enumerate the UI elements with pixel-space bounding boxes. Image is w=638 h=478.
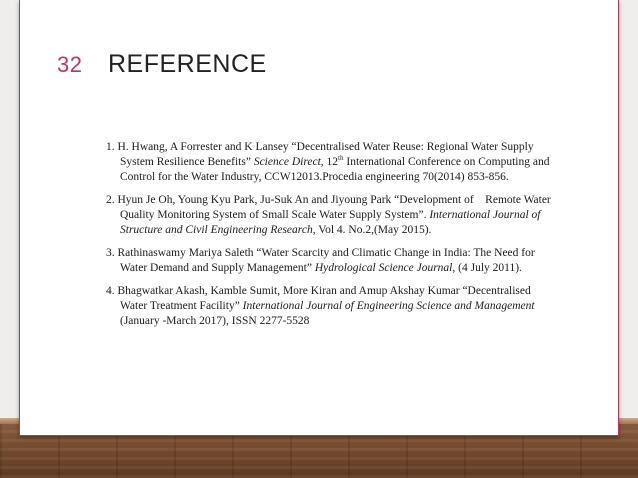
reference-text: , (4 July 2011). bbox=[452, 262, 522, 274]
reference-source: Science Direct bbox=[253, 156, 321, 168]
reference-text: (January -March 2017), ISSN 2277-5528 bbox=[120, 315, 310, 327]
slide-canvas bbox=[19, 0, 619, 436]
reference-item-1 bbox=[106, 140, 556, 185]
reference-text: , 12 bbox=[320, 156, 339, 168]
reference-text: Hyun Je Oh, Young Kyu Park, Ju-Suk An and Jiyoung Park “Development of Remote Water Quality Monitoring System of Small Scale Water Supply System”. bbox=[117, 194, 554, 221]
reference-index: 4. bbox=[106, 285, 115, 297]
reference-text: Bhagwatkar Akash, Kamble Sumit, More Kiran and Amup Akshay Kumar “Decentralised Water Treatment Facility” bbox=[117, 285, 531, 312]
reference-superscript: th bbox=[338, 154, 344, 163]
reference-text: Rathinaswamy Mariya Saleth “Water Scarcity and Climatic Change in India: The Need for Water Demand and Supply Management” bbox=[117, 247, 535, 274]
reference-list bbox=[106, 140, 556, 337]
reference-index: 1. bbox=[106, 141, 115, 153]
slide-title: REFERENCE bbox=[108, 50, 267, 78]
reference-text: , Vol 4. No.2,(May 2015). bbox=[312, 224, 432, 236]
reference-index: 2. bbox=[106, 194, 115, 206]
slide-number: 32 bbox=[57, 52, 83, 77]
reference-text: International Conference on Computing and Control for the Water Industry, CCW12013.Procedia engineering 70(2014) 853-856. bbox=[120, 156, 550, 183]
reference-source: Hydrological Science Journal bbox=[314, 262, 453, 274]
reference-source: International Journal of Engineering Science and Management bbox=[242, 300, 535, 312]
reference-source: International Journal of Structure and Civil Engineering Research bbox=[120, 209, 541, 236]
reference-text: H. Hwang, A Forrester and K Lansey “Decentralised Water Reuse: Regional Water Supply System Resilience Benefits” bbox=[117, 141, 534, 168]
reference-item-4 bbox=[106, 284, 556, 329]
reference-item-3 bbox=[106, 246, 556, 276]
reference-item-2 bbox=[106, 193, 556, 238]
reference-index: 3. bbox=[106, 247, 115, 259]
